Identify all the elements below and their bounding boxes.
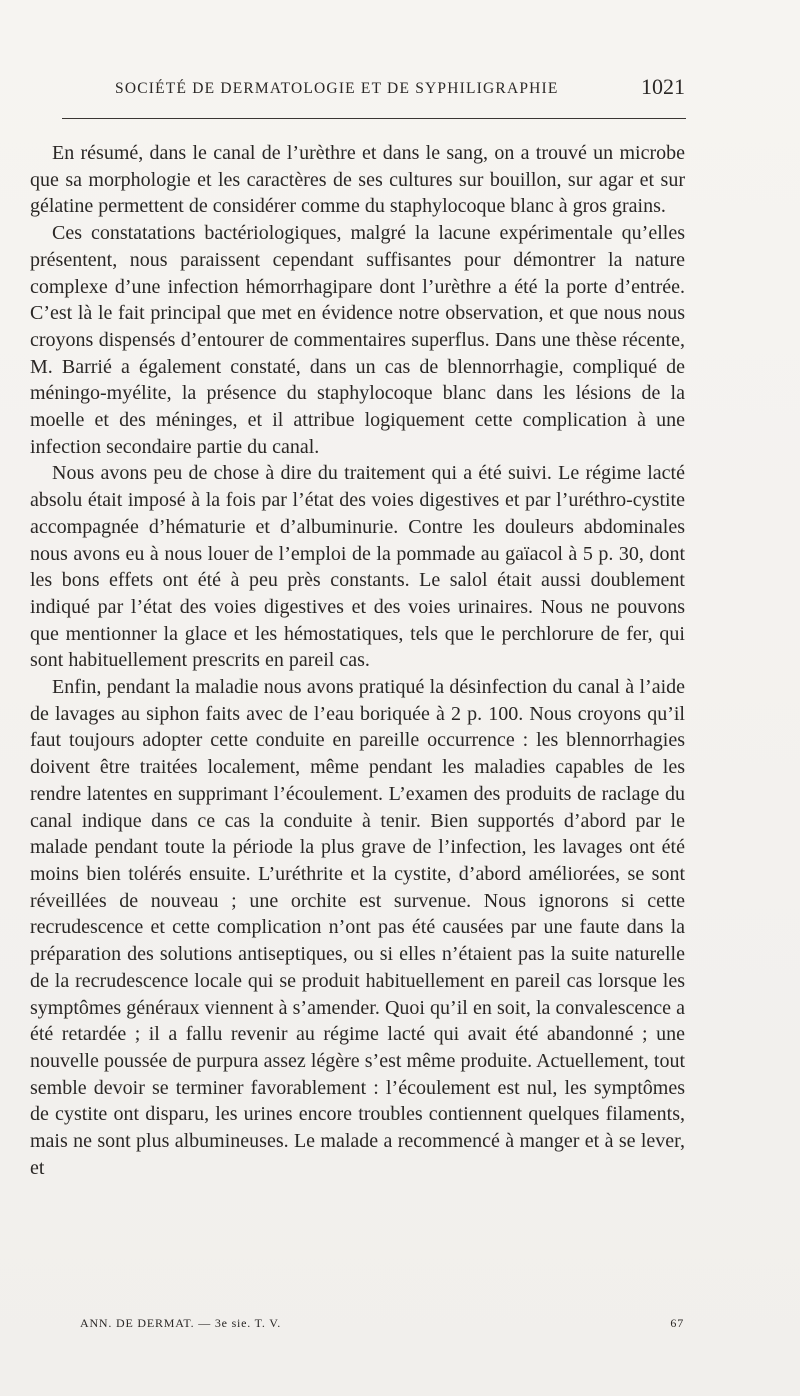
footer-signature: ANN. DE DERMAT. — 3e sie. T. V. — [80, 1316, 282, 1330]
page-footer — [80, 1316, 684, 1336]
paragraph-2: Ces constatations bactériologiques, malgré la lacune expérimentale qu’elles présentent, nous paraissent cependant suffisantes pour démontrer la nature complexe d’une infection hémorrhagipare dont l’urèthre a été la porte d’entrée. C’est là le fait principal que met en évidence notre observation, et que nous nous croyons dispensés d’entourer de commentaires superflus. Dans une thèse récente, M. Barrié a également constaté, dans un cas de blennorrhagie, compliqué de méningo-myélite, la présence du staphylocoque blanc dans les lésions de la moelle et des méninges, et il attribue logiquement cette complication à une infection secondaire partie du canal. — [30, 222, 685, 458]
running-head — [115, 74, 685, 106]
body-text — [30, 140, 685, 1181]
page-number: 1021 — [641, 74, 685, 99]
running-title: SOCIÉTÉ DE DERMATOLOGIE ET DE SYPHILIGRAPHIE — [115, 80, 559, 97]
paragraph-4: Enfin, pendant la maladie nous avons pratiqué la désinfection du canal à l’aide de lavages au siphon faits avec de l’eau boriquée à 2 p. 100. Nous croyons qu’il faut toujours adopter cette conduite en pareille occurrence : les blennorrhagies doivent être traitées localement, même pendant les maladies capables de les rendre latentes en supprimant l’écoulement. L’examen des produits de raclage du canal indique dans ce cas la conduite à tenir. Bien supportés d’abord par le malade pendant toute la période la plus grave de l’infection, les lavages ont été moins bien tolérés ensuite. L’uréthrite et la cystite, d’abord améliorées, se sont réveillées de nouveau ; une orchite est survenue. Nous ignorons si cette recrudescence et cette complication n’ont pas été causées par une faute dans la préparation des solutions antiseptiques, ou si elles n’étaient pas la suite naturelle de la recrudescence locale qui se produit habituellement en pareil cas lorsque les symptômes généraux viennent à s’amender. Quoi qu’il en soit, la convalescence a été retardée ; il a fallu revenir au régime lacté qui avait été abandonné ; une nouvelle poussée de purpura assez légère s’est même produite. Actuellement, tout semble devoir se terminer favorablement : l’écoulement est nul, les symptômes de cystite ont disparu, les urines encore troubles contiennent quelques filaments, mais ne sont plus albumineuses. Le malade a recommencé à manger et à se lever, et — [30, 676, 685, 1179]
footer-sheet-number: 67 — [670, 1316, 684, 1330]
header-rule — [62, 118, 686, 119]
paragraph-1: En résumé, dans le canal de l’urèthre et dans le sang, on a trouvé un microbe que sa morphologie et les caractères de ses cultures sur bouillon, sur agar et sur gélatine permettent de considérer comme du staphylocoque blanc à gros grains. — [30, 142, 685, 218]
paragraph-3: Nous avons peu de chose à dire du traitement qui a été suivi. Le régime lacté absolu était imposé à la fois par l’état des voies digestives et par l’uréthro-cystite accompagnée d’hématurie et d’albuminurie. Contre les douleurs abdominales nous avons eu à nous louer de l’emploi de la pommade au gaïacol à 5 p. 30, dont les bons effets ont été à peu près constants. Le salol était aussi doublement indiqué par l’état des voies digestives et des voies urinaires. Nous ne pouvons que mentionner la glace et les hémostatiques, tels que le perchlorure de fer, qui sont habituellement prescrits en pareil cas. — [30, 462, 685, 672]
